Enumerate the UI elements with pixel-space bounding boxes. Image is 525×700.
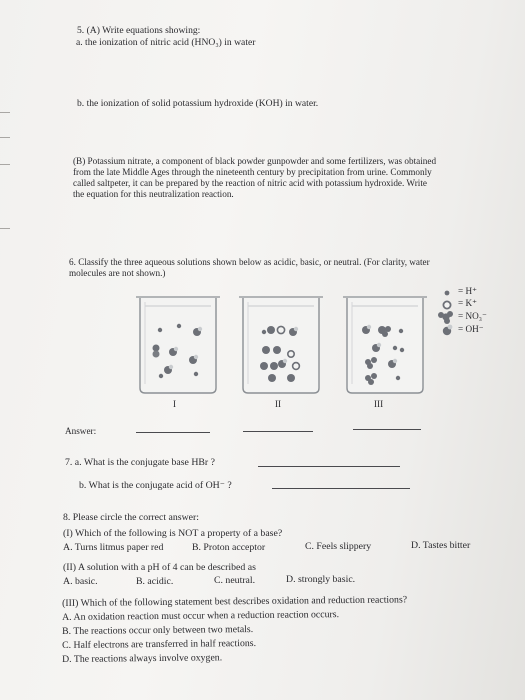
q5-part-a: a. the ionization of nitric acid (HNO₃) in water	[76, 37, 256, 48]
margin-mark	[0, 112, 10, 113]
beaker-iii	[340, 292, 430, 395]
q8-i-option[interactable]: A. Turns litmus paper red	[63, 542, 164, 553]
q7-part-b: b. What is the conjugate acid of OH⁻ ?	[79, 480, 232, 491]
legend-label: = H⁺	[458, 286, 477, 296]
beaker-label: II	[275, 399, 282, 409]
legend-label: = OH⁻	[458, 324, 484, 334]
q5-heading: 5. (A) Write equations showing:	[77, 25, 201, 36]
beaker-ii	[236, 292, 326, 395]
q8-ii-option[interactable]: A. basic.	[63, 576, 98, 587]
nitrate-ion-icon	[436, 310, 456, 324]
q8-i-question: (I) Which of the following is NOT a property of a base?	[63, 528, 283, 539]
q5-part-B-line: from the late Middle Ages through the nineteenth century by precipitation from urine. Commonly	[73, 167, 432, 177]
q8-ii-option[interactable]: D. strongly basic.	[286, 574, 356, 585]
answer-label: Answer:	[65, 426, 97, 436]
hydrogen-ion-icon	[438, 287, 456, 299]
q8-ii-option[interactable]: B. acidic.	[136, 576, 174, 587]
margin-mark	[0, 228, 10, 229]
q5-part-B-line: called saltpeter, it can be prepared by the reaction of nitric acid with potassium hydroxide. Write	[73, 178, 427, 188]
margin-mark	[0, 164, 10, 165]
margin-mark	[0, 137, 10, 138]
q8-i-option[interactable]: D. Tastes bitter	[411, 540, 471, 551]
q8-ii-question: (II) A solution with a pH of 4 can be described as	[63, 562, 256, 573]
q5-part-b: b. the ionization of solid potassium hydroxide (KOH) in water.	[77, 98, 319, 109]
q7-answer-blank-b[interactable]	[272, 488, 410, 489]
beaker-label: I	[173, 399, 177, 409]
q6-prompt-line: 6. Classify the three aqueous solutions shown below as acidic, basic, or neutral. (For clarity, water	[69, 257, 430, 267]
answer-blank-i[interactable]	[136, 432, 210, 433]
answer-blank-ii[interactable]	[243, 431, 313, 432]
q8-i-option[interactable]: C. Feels slippery	[305, 541, 372, 552]
legend-label: = K⁺	[458, 298, 477, 308]
q8-iii-option[interactable]: C. Half electrons are transferred in half reactions.	[62, 637, 257, 651]
q5-part-B-line: (B) Potassium nitrate, a component of black powder gunpowder and some fertilizers, was obtained	[73, 156, 437, 166]
q8-iii-option[interactable]: A. An oxidation reaction must occur when a reduction reaction occurs.	[62, 609, 340, 623]
beaker-i	[133, 292, 223, 395]
q6-prompt-line: molecules are not shown.)	[69, 268, 166, 278]
q8-ii-option[interactable]: C. neutral.	[214, 575, 256, 586]
beaker-label: III	[374, 399, 384, 409]
q7-answer-blank-a[interactable]	[258, 466, 400, 467]
q7-part-a: 7. a. What is the conjugate base HBr ?	[65, 457, 215, 468]
q5-part-B-line: the equation for this neutralization reaction.	[73, 189, 234, 199]
answer-blank-iii[interactable]	[353, 429, 421, 430]
q8-iii-option[interactable]: B. The reactions occur only between two metals.	[62, 623, 254, 637]
legend-label: = NO₃⁻	[458, 311, 487, 321]
hydroxide-ion-icon	[438, 323, 456, 337]
q8-iii-option[interactable]: D. The reactions always involve oxygen.	[62, 652, 223, 665]
q8-iii-question: (III) Which of the following statement best describes oxidation and reduction reactions?	[62, 594, 408, 609]
q8-i-option[interactable]: B. Proton acceptor	[192, 542, 266, 553]
q8-heading: 8. Please circle the correct answer:	[63, 512, 199, 523]
